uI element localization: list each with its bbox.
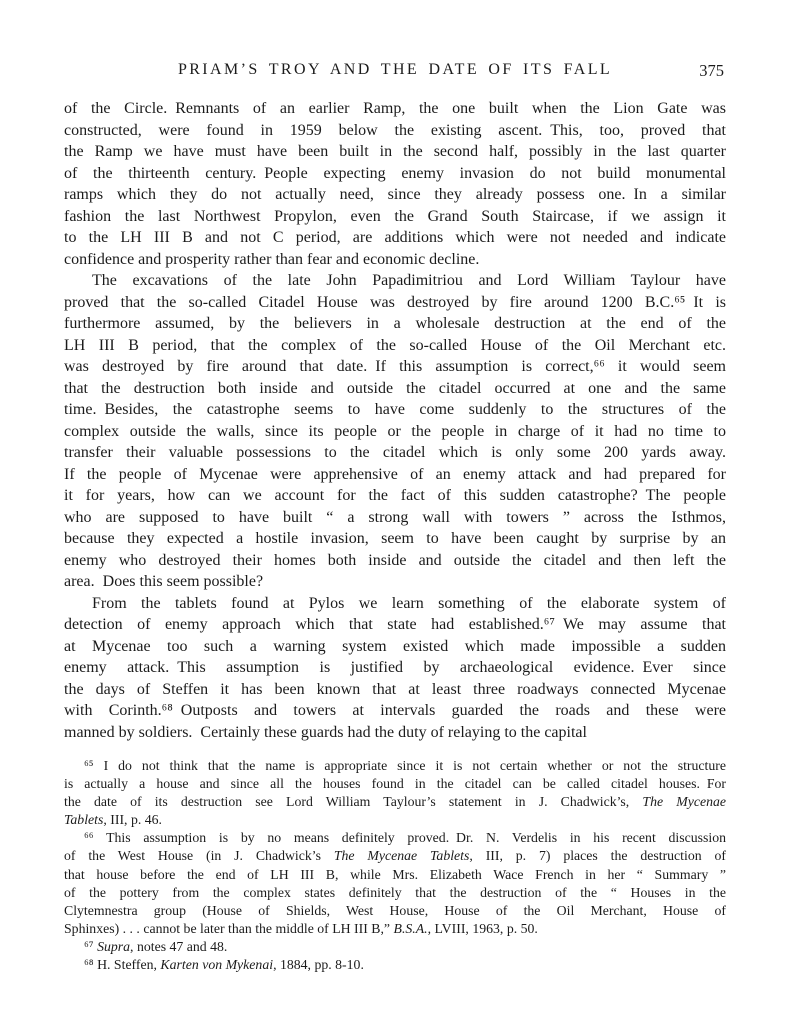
text-line: to the LH III B and not C period, are additions which were not needed and indicate	[64, 229, 726, 246]
text-line: ⁶⁶ This assumption is by no means definitely proved. Dr. N. Verdelis in his recent discussion	[84, 830, 726, 846]
paragraph	[64, 757, 726, 829]
text-line: enemy attack. This assumption is justified by archaeological evidence. Ever since	[64, 659, 726, 676]
text-line: the days of Steffen it has been known that at least three roadways connected Mycenae	[64, 680, 726, 698]
text-line: Clytemnestra group (House of Shields, West House, House of the Oil Merchant, House of	[64, 902, 726, 918]
text-line: manned by soldiers. Certainly these guards had the duty of relaying to the capital	[64, 723, 587, 741]
text-line: ⁶⁵ I do not think that the name is appropriate since it is not certain whether or not the structure	[84, 758, 726, 773]
text-line: the Ramp we have must have been built in the second half, possibly in the last quarter	[64, 143, 726, 160]
text-line: area. Does this seem possible?	[64, 573, 264, 590]
text-line: with Corinth.⁶⁸ Outposts and towers at intervals guarded the roads and these were	[64, 702, 726, 719]
text-line: transfer their valuable possessions to the citadel which is only some 200 yards away.	[64, 444, 726, 461]
text-line: Tablets, III, p. 46.	[64, 812, 162, 828]
text-line: detection of enemy approach which that state had established.⁶⁷ We may assume that	[64, 616, 726, 633]
text-line: complex outside the walls, since its people or the people in charge of it had no time to	[64, 422, 726, 440]
paragraph	[64, 956, 726, 974]
text-line: ramps which they do not actually need, since they already possess one. In a similar	[64, 186, 726, 203]
text-line: the date of its destruction see Lord William Taylour’s statement in J. Chadwick’s, The Mycenae	[64, 794, 726, 810]
text-line: The excavations of the late John Papadimitriou and Lord William Taylour have	[92, 272, 726, 289]
running-head-title: PRIAM’S TROY AND THE DATE OF ITS FALL	[177, 61, 613, 78]
page-header	[64, 61, 726, 83]
page-number: 375	[699, 61, 724, 80]
text-line: enemy who destroyed their homes both inside and outside the citadel and then left the	[64, 551, 726, 569]
text-line: that the destruction both inside and outside the citadel occurred at one and the same	[64, 379, 726, 397]
paragraph	[64, 938, 726, 956]
text-line: of the thirteenth century. People expecting enemy invasion do not build monumental	[64, 164, 726, 182]
text-line: confidence and prosperity rather than fear and economic decline.	[64, 250, 480, 268]
text-line: Sphinxes) . . . cannot be later than the middle of LH III B,” B.S.A., LVIII, 1963, p. 50.	[64, 920, 538, 936]
body-text	[64, 98, 726, 743]
paragraph	[64, 270, 726, 593]
text-line: is actually a house and since all the houses found in the citadel can be called citadel houses. For	[64, 776, 726, 792]
text-line: ⁶⁸ H. Steffen, Karten von Mykenai, 1884, pp. 8-10.	[84, 957, 364, 973]
text-line: at Mycenae too such a warning system existed which made impossible a sudden	[64, 637, 726, 655]
text-line: LH III B period, that the complex of the so-called House of the Oil Merchant etc.	[64, 336, 726, 354]
text-line: that house before the end of LH III B, while Mrs. Elizabeth Wace French in her “ Summary ”	[64, 866, 726, 882]
text-line: because they expected a hostile invasion, seem to have been caught by surprise by an	[64, 530, 726, 547]
text-line: ⁶⁷ Supra, notes 47 and 48.	[84, 938, 228, 954]
text-line: of the pottery from the complex states definitely that the destruction of the “ Houses in the	[64, 884, 726, 900]
text-line: it for years, how can we account for the fact of this sudden catastrophe? The people	[64, 487, 726, 504]
text-line: was destroyed by fire around that date. If this assumption is correct,⁶⁶ it would seem	[64, 358, 726, 375]
text-line: If the people of Mycenae were apprehensive of an enemy attack and had prepared for	[64, 465, 726, 483]
text-line: constructed, were found in 1959 below the existing ascent. This, too, proved that	[64, 121, 726, 139]
footnotes-section	[64, 757, 726, 974]
text-line: time. Besides, the catastrophe seems to have come suddenly to the structures of the	[64, 401, 726, 418]
text-line: From the tablets found at Pylos we learn something of the elaborate system of	[92, 594, 726, 612]
text-line: of the West House (in J. Chadwick’s The Mycenae Tablets, III, p. 7) places the destruction of	[64, 848, 726, 864]
text-line: fashion the last Northwest Propylon, even the Grand South Staircase, if we assign it	[64, 207, 726, 225]
text-line: proved that the so-called Citadel House was destroyed by fire around 1200 B.C.⁶⁵ It is	[64, 293, 726, 311]
text-line: who are supposed to have built “ a strong wall with towers ” across the Isthmos,	[64, 508, 726, 526]
paragraph	[64, 829, 726, 938]
paragraph	[64, 593, 726, 744]
text-line: of the Circle. Remnants of an earlier Ramp, the one built when the Lion Gate was	[64, 100, 726, 117]
text-line: furthermore assumed, by the believers in a wholesale destruction at the end of the	[64, 315, 726, 332]
paragraph	[64, 98, 726, 270]
